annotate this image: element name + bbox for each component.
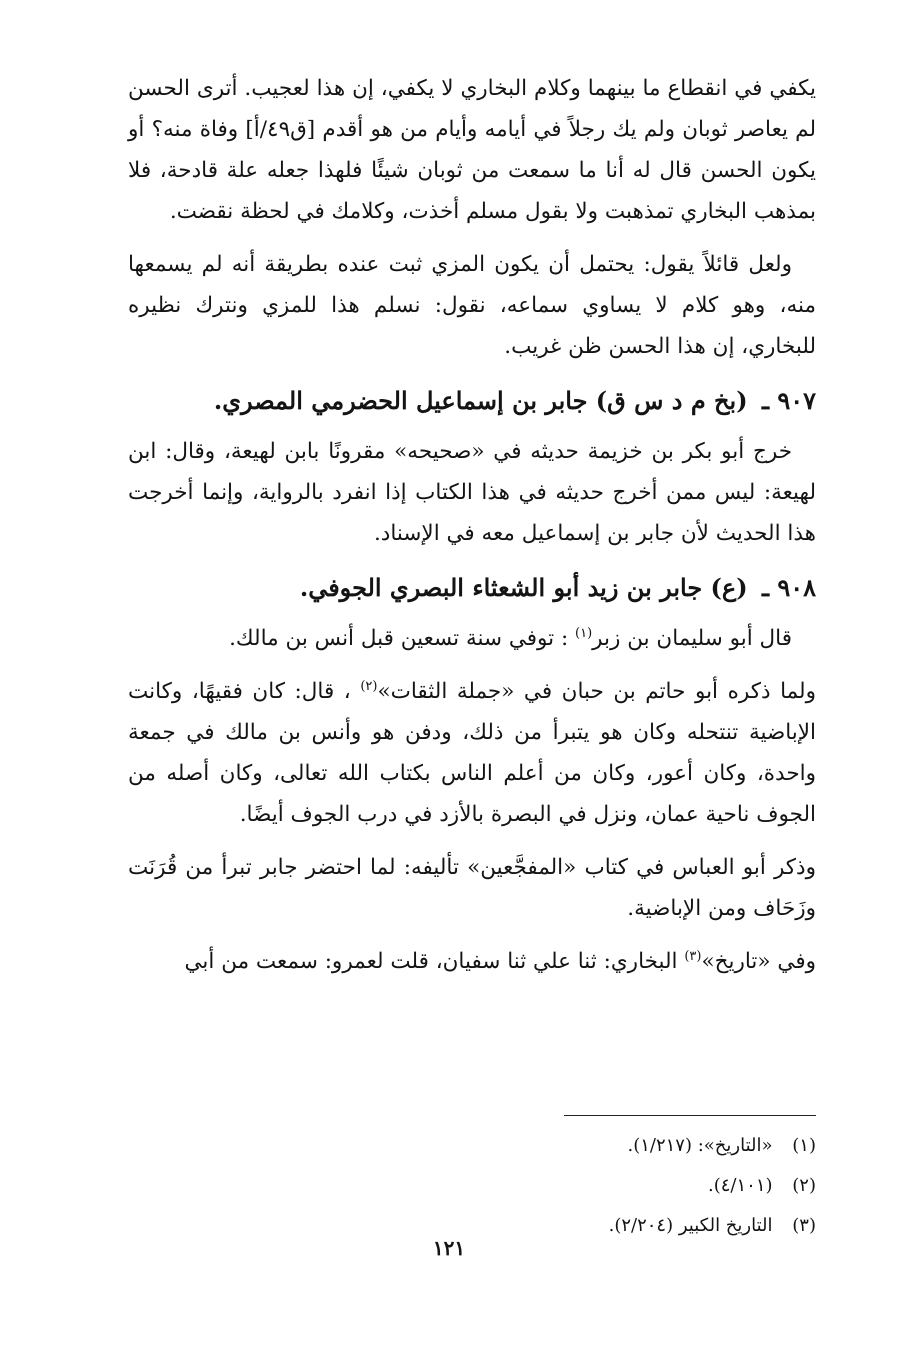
entry-908-number: ٩٠٨ ـ (761, 573, 816, 602)
page-body (128, 68, 816, 1359)
entry-908-title: (ع) جابر بن زيد أبو الشعثاء البصري الجوفي. (299, 573, 748, 602)
paragraph-1: يكفي في انقطاع ما بينهما وكلام البخاري لا يكفي، إن هذا لعجيب. أترى الحسن لم يعاصر ثوبان ولم يك رجلاً في أيامه وأيام من هو أقدم [ق٤٩/أ] وفاة منه؟ أو يكون الحسن قال له أنا ما سمعت من ثوبان شيئًا فلهذا جعله علة قادحة، فلا بمذهب البخاري تمذهبت ولا بقول مسلم أخذت، وكلامك في لحظة نقضت. (128, 76, 816, 224)
footnote-1 (128, 1128, 816, 1164)
entry-908-p1-before: قال أبو سليمان بن زبر (592, 626, 792, 651)
footnote-1-number: (١) (792, 1135, 816, 1156)
footnote-divider (564, 1115, 816, 1116)
entry-908-p1-after: : توفي سنة تسعين قبل أنس بن مالك. (229, 626, 576, 651)
entry-908-heading (128, 568, 816, 608)
footnote-2 (128, 1168, 816, 1204)
entry-908-paragraph-1 (128, 618, 816, 659)
footnote-1-text: «التاريخ»: (١/٢١٧). (627, 1135, 773, 1156)
footnote-ref-1: (١) (575, 625, 593, 641)
entry-908-p4-after: البخاري: ثنا علي ثنا سفيان، قلت لعمرو: سمعت من أبي (184, 949, 685, 974)
entry-908-paragraph-3: وذكر أبو العباس في كتاب «المفجَّعين» تأليفه: لما احتضر جابر تبرأ من قُرَنَت وزَحَاف ومن الإباضية. (128, 855, 816, 921)
entry-908-paragraph-2 (128, 671, 816, 835)
paragraph-2: ولعل قائلاً يقول: يحتمل أن يكون المزي ثبت عنده بطريقة أنه لم يسمعها منه، وهو كلام لا يساوي سماعه، نقول: نسلم هذا للمزي ونترك نظيره للبخاري، إن هذا الحسن ظن غريب. (128, 252, 816, 359)
entry-908-paragraph-4 (128, 941, 816, 982)
entry-907-number: ٩٠٧ ـ (761, 386, 816, 415)
footnotes (128, 1128, 816, 1248)
entry-908-p2-after: ، قال: كان فقيهًا، وكانت الإباضية تنتحله وكان هو يتبرأ من ذلك، ودفن هو وأنس بن مالك في جمعة واحدة، وكان أعور، وكان من أعلم الناس بكتاب الله تعالى، وكان أصله من الجوف ناحية عمان، ونزل في البصرة بالأزد في درب الجوف أيضًا. (128, 679, 816, 827)
entry-907-title: (بخ م د س ق) جابر بن إسماعيل الحضرمي المصري. (213, 386, 748, 415)
footnote-3-text: التاريخ الكبير (٢/٢٠٤). (608, 1215, 773, 1236)
entry-907-text: خرج أبو بكر بن خزيمة حديثه في «صحيحه» مقرونًا بابن لهيعة، وقال: ابن لهيعة: ليس ممن أخرج حديثه في هذا الكتاب إذا انفرد بالرواية، وإنما أخرجت هذا الحديث لأن جابر بن إسماعيل معه في الإسناد. (128, 439, 816, 546)
footnote-2-number: (٢) (792, 1175, 816, 1196)
footnote-3-number: (٣) (792, 1215, 816, 1236)
footnote-ref-2: (٢) (360, 678, 378, 694)
footnote-ref-3: (٣) (684, 948, 702, 964)
entry-908-p2-before: ولما ذكره أبو حاتم بن حبان في «جملة الثقات» (377, 679, 816, 704)
entry-908-p4-before: وفي «تاريخ» (701, 949, 816, 974)
footnote-2-text: (٤/١٠١). (708, 1175, 773, 1196)
page-number: ١٢١ (432, 1236, 466, 1260)
entry-907-heading (128, 381, 816, 421)
